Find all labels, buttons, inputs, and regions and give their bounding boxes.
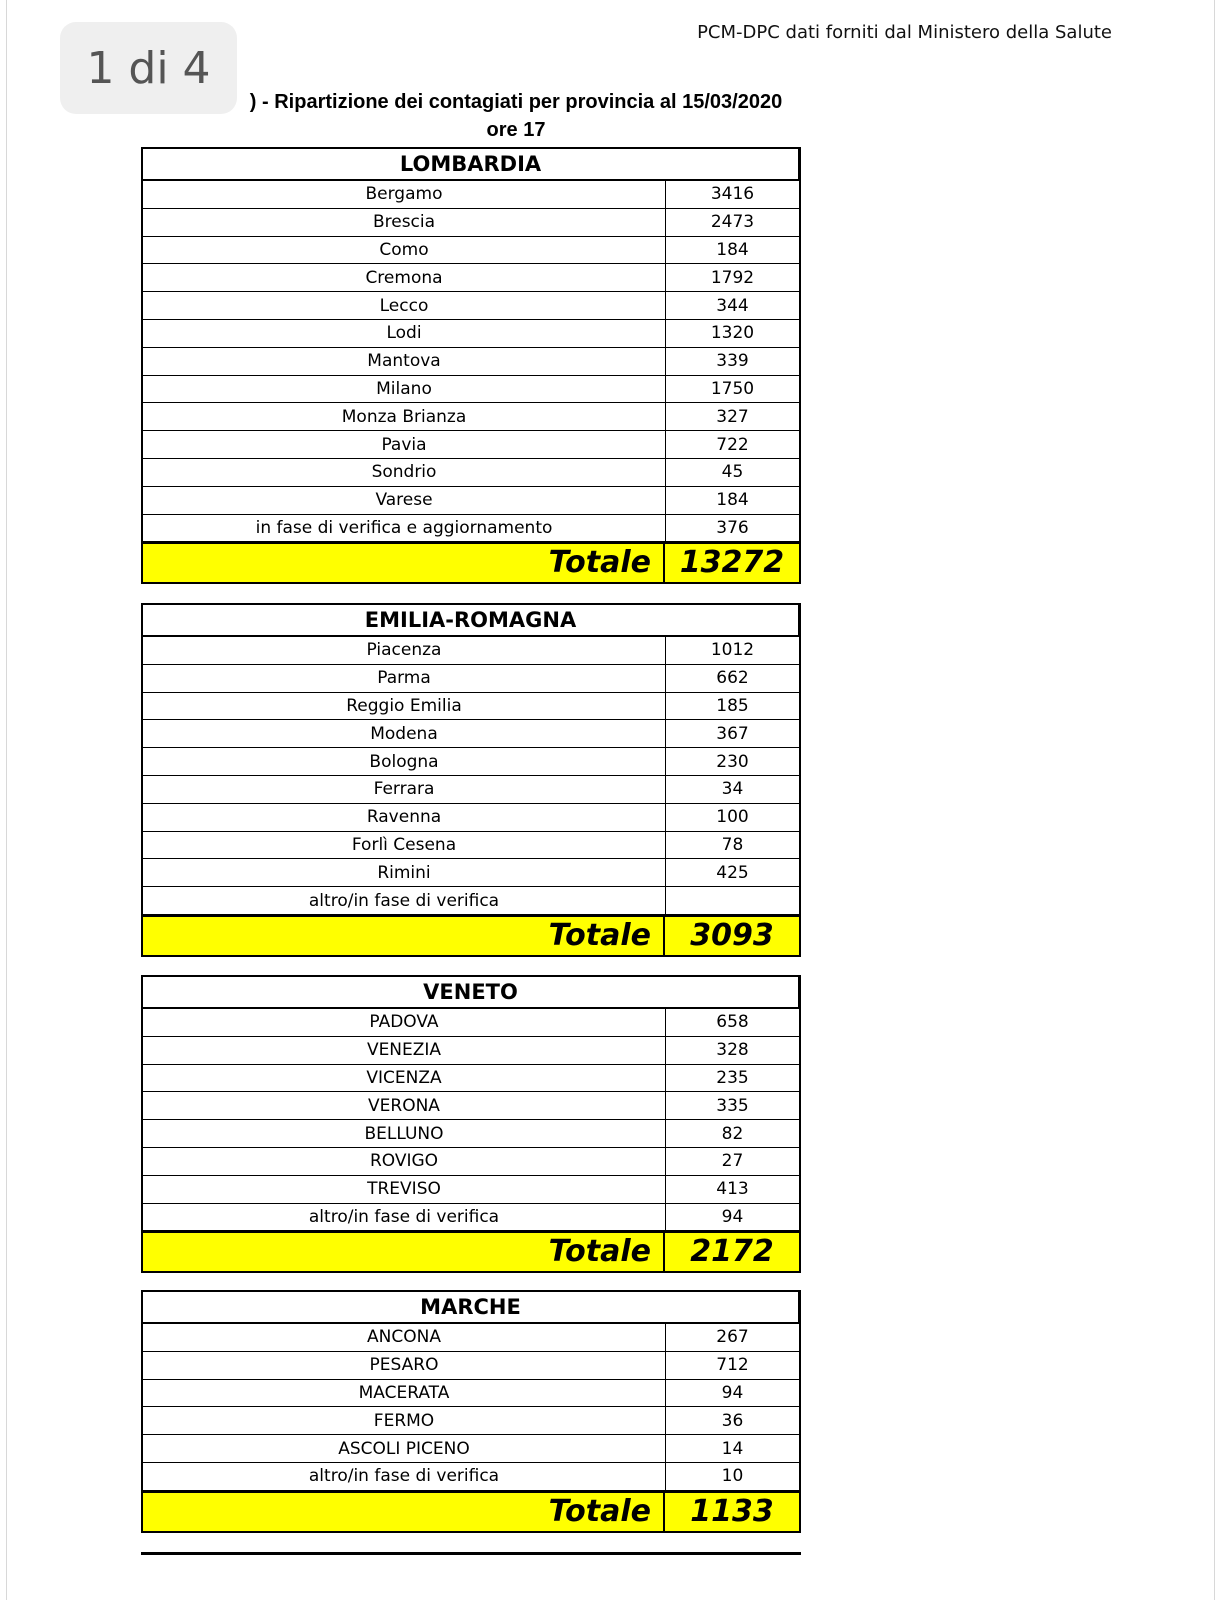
province-name: Parma [377, 668, 431, 689]
total-value: 2172 [663, 1233, 799, 1271]
case-count: 662 [665, 665, 799, 692]
title-line-2: ore 17 [486, 119, 546, 141]
table-row [143, 832, 799, 860]
total-value: 1133 [663, 1493, 799, 1531]
province-name: Forlì Cesena [351, 834, 457, 855]
page-edge-right [1214, 0, 1215, 1600]
province-name: Ravenna [366, 807, 442, 828]
region-table [141, 147, 801, 584]
table-row [143, 1324, 799, 1352]
province-name: MACERATA [358, 1382, 450, 1403]
case-count: 328 [665, 1037, 799, 1064]
page-edge-left [6, 0, 7, 1600]
case-count: 413 [665, 1176, 799, 1203]
case-count: 335 [665, 1092, 799, 1119]
case-count: 1012 [665, 637, 799, 664]
table-row [143, 209, 799, 237]
region-rows [141, 1009, 801, 1231]
province-name: VENEZIA [366, 1040, 442, 1061]
region-table [141, 1290, 801, 1533]
total-label: Totale [548, 1493, 651, 1529]
province-name: Lodi [386, 323, 422, 344]
table-row [143, 804, 799, 832]
province-name: Cremona [365, 267, 443, 288]
table-row [143, 1204, 799, 1232]
table-row [143, 1009, 799, 1037]
case-count: 1792 [665, 264, 799, 291]
total-row [141, 915, 801, 957]
total-label: Totale [548, 1234, 651, 1270]
case-count: 267 [665, 1324, 799, 1351]
total-row [141, 542, 801, 584]
table-row [143, 693, 799, 721]
table-row [143, 720, 799, 748]
table-row [143, 1065, 799, 1093]
table-row [143, 1092, 799, 1120]
region-name: MARCHE [141, 1290, 801, 1324]
table-row [143, 292, 799, 320]
source-note: PCM-DPC dati forniti dal Ministero della Salute [697, 22, 1112, 43]
table-row [143, 665, 799, 693]
province-name: Varese [375, 490, 433, 511]
case-count: 78 [665, 832, 799, 859]
table-row [143, 376, 799, 404]
table-row [143, 1176, 799, 1204]
case-count: 1320 [665, 320, 799, 347]
document-title [236, 88, 796, 144]
case-count: 94 [665, 1380, 799, 1407]
total-value: 3093 [663, 917, 799, 955]
case-count: 34 [665, 776, 799, 803]
region-table [141, 603, 801, 957]
case-count: 367 [665, 720, 799, 747]
case-count: 1750 [665, 376, 799, 403]
province-name: Brescia [372, 212, 436, 233]
province-name: Bergamo [365, 184, 443, 205]
province-name: BELLUNO [364, 1123, 444, 1144]
region-table [141, 975, 801, 1273]
province-name: Reggio Emilia [346, 695, 462, 716]
total-label: Totale [548, 917, 651, 953]
table-row [143, 776, 799, 804]
province-name: TREVISO [367, 1179, 441, 1200]
region-rows [141, 181, 801, 542]
case-count: 230 [665, 748, 799, 775]
total-row [141, 1231, 801, 1273]
case-count: 36 [665, 1407, 799, 1434]
table-row [143, 237, 799, 265]
table-row [143, 1120, 799, 1148]
table-row [143, 748, 799, 776]
province-name: PADOVA [369, 1012, 439, 1033]
table-row [143, 264, 799, 292]
case-count: 722 [665, 431, 799, 458]
province-name: Piacenza [366, 640, 442, 661]
table-row [143, 1148, 799, 1176]
total-row [141, 1491, 801, 1533]
case-count: 658 [665, 1009, 799, 1036]
province-name: ANCONA [367, 1327, 441, 1348]
case-count: 425 [665, 859, 799, 886]
province-name: Bologna [369, 751, 439, 772]
table-row [143, 1463, 799, 1491]
total-value: 13272 [663, 544, 799, 582]
table-row [143, 181, 799, 209]
table-row [143, 348, 799, 376]
province-name: ROVIGO [369, 1151, 439, 1172]
table-row [143, 1037, 799, 1065]
table-row [143, 887, 799, 915]
province-name: Ferrara [373, 779, 435, 800]
table-row [143, 487, 799, 515]
province-name: Monza Brianza [341, 406, 467, 427]
table-row [143, 515, 799, 543]
case-count: 184 [665, 487, 799, 514]
case-count: 27 [665, 1148, 799, 1175]
case-count: 10 [665, 1463, 799, 1490]
table-row [143, 637, 799, 665]
case-count: 344 [665, 292, 799, 319]
region-name: VENETO [141, 975, 801, 1009]
table-row [143, 1407, 799, 1435]
region-rows [141, 637, 801, 915]
province-name: Sondrio [371, 462, 437, 483]
bottom-rule [141, 1552, 801, 1555]
case-count: 712 [665, 1352, 799, 1379]
table-row [143, 1380, 799, 1408]
case-count: 235 [665, 1065, 799, 1092]
region-rows [141, 1324, 801, 1491]
table-row [143, 459, 799, 487]
table-row [143, 1435, 799, 1463]
province-name: PESARO [369, 1355, 439, 1376]
page-indicator-badge[interactable]: 1 di 4 [60, 22, 237, 114]
province-name: Como [379, 239, 429, 260]
province-name: VERONA [368, 1095, 440, 1116]
case-count: 376 [665, 515, 799, 542]
province-name: Pavia [381, 434, 427, 455]
table-row [143, 431, 799, 459]
province-name: Modena [370, 723, 438, 744]
title-line-1: ) - Ripartizione dei contagiati per provincia al 15/03/2020 [249, 91, 783, 113]
region-name: EMILIA-ROMAGNA [141, 603, 801, 637]
case-count: 184 [665, 237, 799, 264]
case-count: 327 [665, 403, 799, 430]
table-row [143, 1352, 799, 1380]
table-row [143, 403, 799, 431]
case-count: 185 [665, 693, 799, 720]
table-row [143, 320, 799, 348]
province-name: ASCOLI PICENO [338, 1438, 470, 1459]
province-name: VICENZA [366, 1067, 442, 1088]
region-name: LOMBARDIA [141, 147, 801, 181]
province-name: in fase di verifica e aggiornamento [255, 517, 553, 538]
case-count: 100 [665, 804, 799, 831]
case-count: 82 [665, 1120, 799, 1147]
case-count: 3416 [665, 181, 799, 208]
province-name: Mantova [367, 351, 441, 372]
province-name: altro/in fase di verifica [308, 1206, 500, 1227]
case-count: 339 [665, 348, 799, 375]
case-count: 94 [665, 1204, 799, 1231]
table-row [143, 859, 799, 887]
province-name: Milano [376, 378, 432, 399]
province-name: altro/in fase di verifica [308, 890, 500, 911]
case-count [665, 887, 799, 914]
case-count: 2473 [665, 209, 799, 236]
case-count: 14 [665, 1435, 799, 1462]
province-name: FERMO [373, 1410, 435, 1431]
case-count: 45 [665, 459, 799, 486]
province-name: Lecco [379, 295, 429, 316]
province-name: altro/in fase di verifica [308, 1466, 500, 1487]
province-name: Rimini [377, 862, 431, 883]
total-label: Totale [548, 545, 651, 581]
